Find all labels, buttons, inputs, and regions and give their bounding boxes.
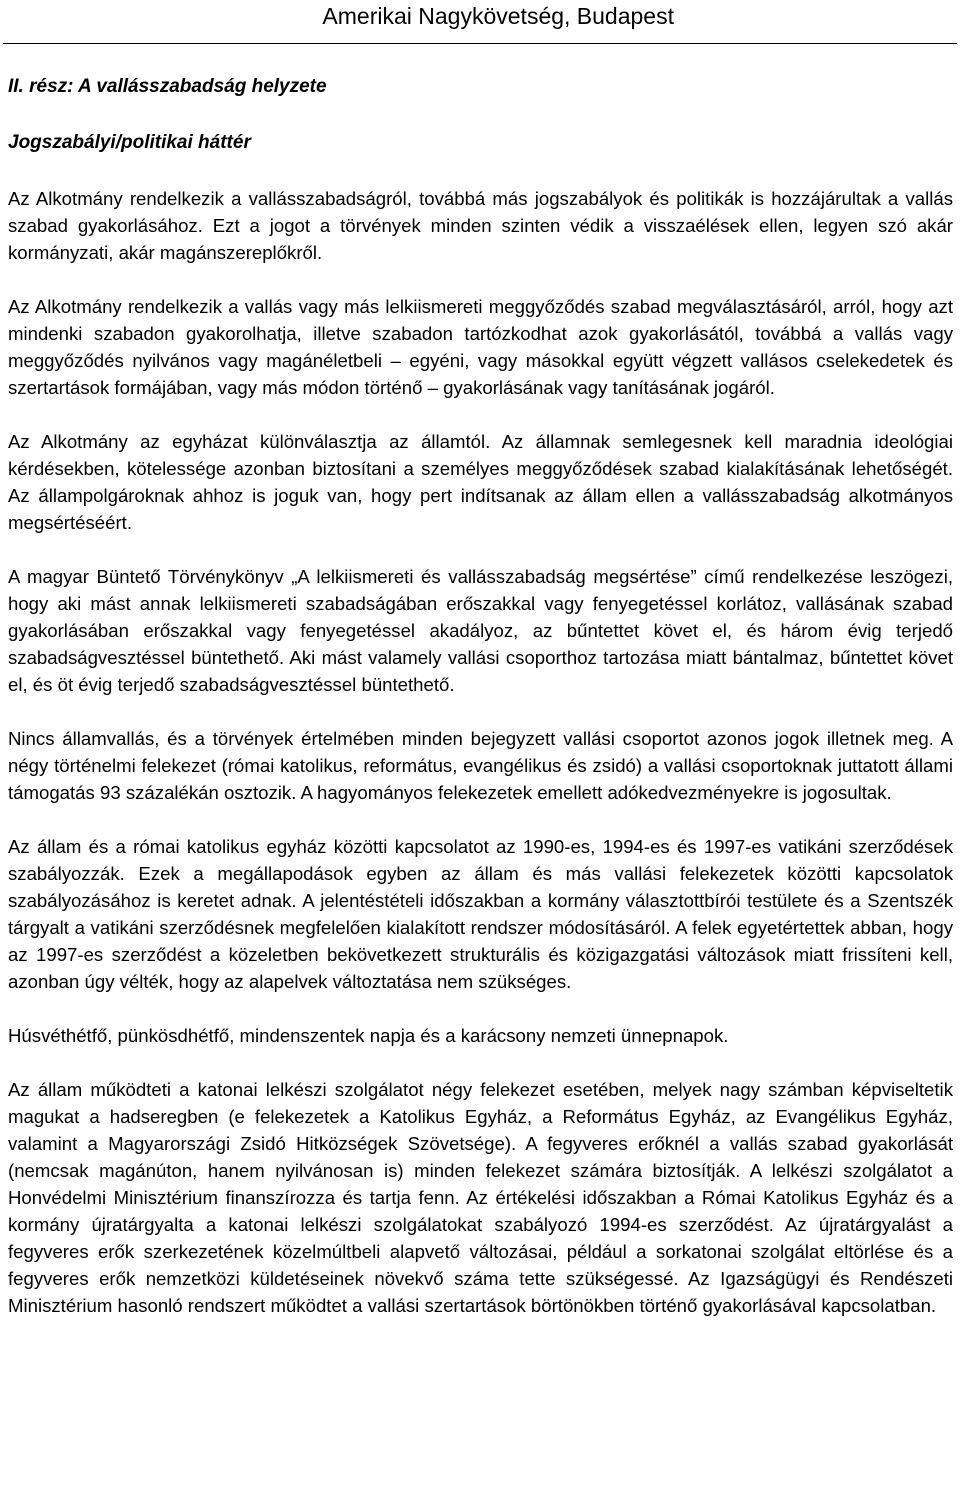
paragraph-2: Az Alkotmány rendelkezik a vallás vagy más lelkiismereti meggyőződés szabad megválasztásáról, arról, hogy azt mindenki szabadon gyakorolhatja, illetve szabadon tartózkodhat azok gyakorlásától, továbbá a vallás vagy meggyőződés nyilvános vagy magánéletbeli – egyéni, vagy másokkal együtt végzett vallásos cselekedetek és szertartások formájában, vagy más módon történő – gyakorlásának vagy tanításának jogáról.: [8, 296, 953, 398]
paragraph-1: Az Alkotmány rendelkezik a vallásszabadságról, továbbá más jogszabályok és politikák is hozzájárultak a vallás szabad gyakorlásához. Ezt a jogot a törvények minden szinten védik a visszaélések ellen, legyen szó akár kormányzati, akár magánszereplőkről.: [8, 188, 953, 263]
document-body: [8, 73, 953, 1319]
paragraph-8: Az állam működteti a katonai lelkészi szolgálatot négy felekezet esetében, melyek nagy számban képviseltetik magukat a hadseregben (e felekezetek a Katolikus Egyház, a Református Egyház, az Evangélikus Egyház, valamint a Magyarországi Zsidó Hitközségek Szövetsége). A fegyveres erőknél a vallás szabad gyakorlását (nemcsak magánúton, hanem nyilvánosan is) minden felekezet számára biztosítják. A lelkészi szolgálatot a Honvédelmi Minisztérium finanszírozza és tartja fenn. Az értékelési időszakban a Római Katolikus Egyház és a kormány újratárgyalta a katonai lelkészi szolgálatokat szabályozó 1994-es szerződést. Az újratárgyalást a fegyveres erők szerkezetének közelmúltbeli alapvető változásai, például a sorkatonai szolgálat eltörlése és a fegyveres erők nemzetközi küldetéseinek növekvő száma tette szükségessé. Az Igazságügyi és Rendészeti Minisztérium hasonló rendszert működtet a vallási szertartások börtönökben történő gyakorlásával kapcsolatban.: [8, 1079, 953, 1316]
paragraph-7: Húsvéthétfő, pünkösdhétfő, mindenszentek napja és a karácsony nemzeti ünnepnapok.: [8, 1025, 729, 1046]
paragraph-4: A magyar Büntető Törvénykönyv „A lelkiismereti és vallásszabadság megsértése” című rendelkezése leszögezi, hogy aki mást annak lelkiismereti szabadságában erőszakkal vagy fenyegetéssel korlátoz, vallásának szabad gyakorlásában erőszakkal vagy fenyegetéssel akadályoz, az bűntettet követ el, és három évig terjedő szabadságvesztéssel büntethető. Aki mást valamely vallási csoporthoz tartozása miatt bántalmaz, bűntettet követ el, és öt évig terjedő szabadságvesztéssel büntethető.: [8, 566, 953, 695]
paragraph-5: Nincs államvallás, és a törvények értelmében minden bejegyzett vallási csoportot azonos jogok illetnek meg. A négy történelmi felekezet (római katolikus, református, evangélikus és zsidó) a vallási csoportoknak juttatott állami támogatás 93 százalékán osztozik. A hagyományos felekezetek emellett adókedvezményekre is jogosultak.: [8, 728, 953, 803]
part-title: II. rész: A vallásszabadság helyzete: [8, 76, 327, 97]
paragraph-3: Az Alkotmány az egyházat különválasztja az államtól. Az államnak semlegesnek kell maradnia ideológiai kérdésekben, kötelessége azonban biztosítani a személyes meggyőződések szabad kialakításának lehetőségét. Az állampolgároknak ahhoz is joguk van, hogy pert indítsanak az állam ellen a vallásszabadság alkotmányos megsértéséért.: [8, 431, 953, 533]
header-divider: [3, 43, 957, 44]
paragraph-6: Az állam és a római katolikus egyház közötti kapcsolatot az 1990-es, 1994-es és 1997-es vatikáni szerződések szabályozzák. Ezek a megállapodások egyben az állam és más vallási felekezetek közötti kapcsolatok szabályozásához is keretet adnak. A jelentéstételi időszakban a kormány választottbírói testülete és a Szentszék tárgyalt a vatikáni szerződésnek megfelelően kialakított rendszer módosításáról. A felek egyetértettek abban, hogy az 1997-es szerződést a közeletben bekövetkezett strukturális és közigazgatási változások miatt frissíteni kell, azonban úgy vélték, hogy az alapelvek változtatása nem szükséges.: [8, 836, 953, 992]
running-header: Amerikai Nagykövetség, Budapest: [322, 3, 674, 29]
section-title: Jogszabályi/politikai háttér: [8, 132, 251, 153]
